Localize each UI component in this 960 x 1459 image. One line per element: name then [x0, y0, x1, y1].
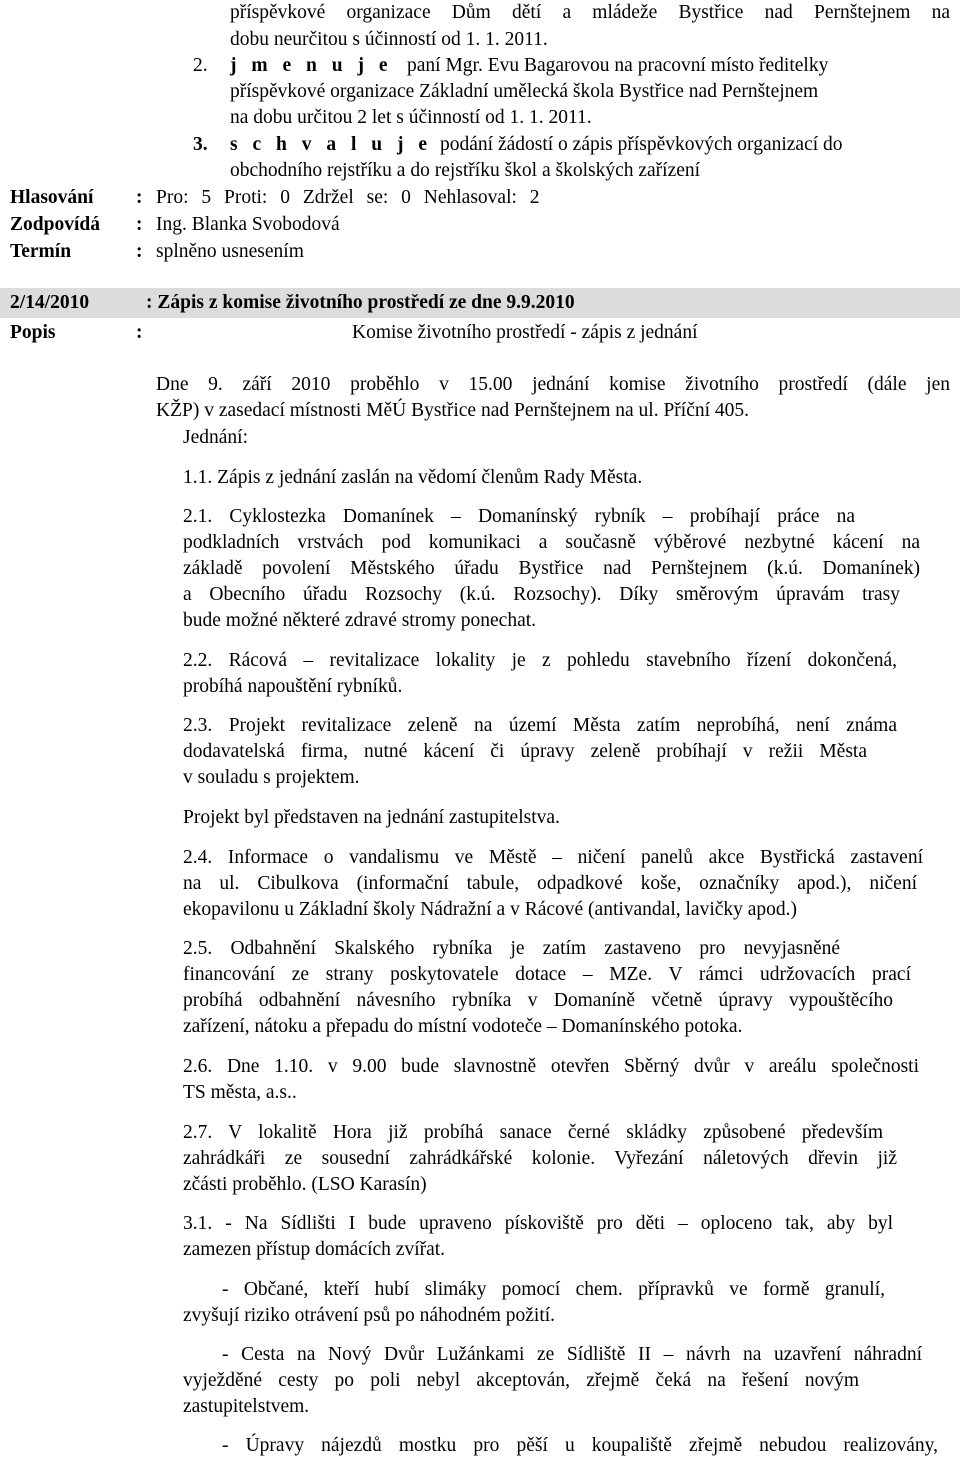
- point-3-1-b-line: - Občané, kteří hubí slimáky pomocí chem. přípravků ve formě granulí,: [222, 1279, 885, 1300]
- jednani-label: Jednání:: [183, 427, 248, 448]
- resolution-item1-line2: dobu neurčitou s účinností od 1. 1. 2011.: [230, 29, 548, 50]
- resolution-item3-line2: obchodního rejstříku a do rejstříku škol a školských zařízení: [230, 160, 701, 181]
- point-2-7-line: zahrádkáři ze sousední zahrádkářské kolonie. Vyřezání náletových dřevin již: [183, 1148, 897, 1169]
- point-3-1-b-line: zvyšují riziko otrávení psů po náhodném požití.: [183, 1305, 556, 1326]
- point-3-1-c-line: - Cesta na Nový Dvůr Lužánkami ze Sídliště II – návrh na uzavření náhradní: [222, 1344, 922, 1365]
- point-2-3-line: dodavatelská firma, nutné kácení či úpravy zeleně probíhají v režii Města: [183, 741, 867, 762]
- intro-line2: KŽP) v zasedací místnosti MěÚ Bystřice nad Pernštejnem na ul. Příční 405.: [156, 400, 750, 421]
- point-2-5-line: zařízení, nátoku a přepadu do místní vodoteče – Domanínského potoka.: [183, 1016, 743, 1037]
- agenda-item-header: [0, 288, 960, 318]
- resolution-item3-line1: podání žádostí o zápis příspěvkových organizací do: [440, 134, 843, 155]
- point-2-2-line: 2.2. Rácová – revitalizace lokality je z pohledu stavebního řízení dokončená,: [183, 650, 897, 671]
- intro-line1: Dne 9. září 2010 proběhlo v 15.00 jednání komise životního prostředí (dále jen: [156, 374, 950, 395]
- point-2-1-line: 2.1. Cyklostezka Domanínek – Domanínský rybník – probíhají práce na: [183, 506, 855, 527]
- point-3-1-d: - Úpravy nájezdů mostku pro pěší u koupaliště zřejmě nebudou realizovány,: [222, 1435, 938, 1456]
- point-2-4-line: ekopavilonu u Základní školy Nádražní a v Rácové (antivandal, lavičky apod.): [183, 899, 798, 920]
- point-2-5-line: financování ze strany poskytovatele dotace – MZe. V rámci udržovacích prací: [183, 964, 911, 985]
- responsible-value: Ing. Blanka Svobodová: [156, 214, 340, 235]
- point-2-7-line: 2.7. V lokalitě Hora již probíhá sanace černé skládky způsobené především: [183, 1122, 883, 1143]
- point-2-7-line: zčásti proběhlo. (LSO Karasín): [183, 1174, 427, 1195]
- deadline-label: Termín: [10, 241, 72, 262]
- point-2-5-line: 2.5. Odbahnění Skalského rybníka je zatím zastaveno pro nevyjasněné: [183, 938, 840, 959]
- point-3-1-c-line: zastupitelstvem.: [183, 1396, 310, 1417]
- resolution-item2-line1: paní Mgr. Evu Bagarovou na pracovní místo ředitelky: [407, 55, 829, 76]
- point-1-1: 1.1. Zápis z jednání zaslán na vědomí členům Rady Města.: [183, 467, 643, 488]
- agenda-title: : Zápis z komise životního prostředí ze dne 9.9.2010: [146, 292, 575, 313]
- point-3-1-line: zamezen přístup domácích zvířat.: [183, 1239, 446, 1260]
- resolution-item2-verb: j m e n u j e: [230, 55, 393, 76]
- resolution-item1-line1: příspěvkové organizace Dům dětí a mládeže Bystřice nad Pernštejnem na: [230, 2, 950, 23]
- resolution-item3-verb: s c h v a l u j e: [230, 134, 432, 155]
- responsible-colon: :: [136, 214, 143, 235]
- popis-value: Komise životního prostředí - zápis z jednání: [352, 322, 698, 343]
- vote-colon: :: [136, 187, 143, 208]
- vote-label: Hlasování: [10, 187, 94, 208]
- point-2-1-line: podkladních vrstvách pod komunikaci a současně výběrové nezbytné kácení na: [183, 532, 920, 553]
- point-2-6-line: 2.6. Dne 1.10. v 9.00 bude slavnostně otevřen Sběrný dvůr v areálu společnosti: [183, 1056, 919, 1077]
- popis-colon: :: [136, 322, 143, 343]
- point-2-2-line: probíhá napouštění rybníků.: [183, 676, 403, 697]
- responsible-label: Zodpovídá: [10, 214, 100, 235]
- point-2-3-note: Projekt byl představen na jednání zastupitelstva.: [183, 807, 560, 828]
- point-3-1-c-line: vyježděné cesty po poli nebyl akceptován, zřejmě čeká na řešení novým: [183, 1370, 859, 1391]
- resolution-item2-number: 2.: [193, 55, 208, 76]
- agenda-number: 2/14/2010: [10, 292, 90, 313]
- point-2-5-line: probíhá odbahnění návesního rybníka v Domaníně včetně úpravy vypouštěcího: [183, 990, 893, 1011]
- point-2-1-line: bude možné některé zdravé stromy ponechat.: [183, 610, 537, 631]
- point-2-4-line: 2.4. Informace o vandalismu ve Městě – ničení panelů akce Bystřická zastavení: [183, 847, 923, 868]
- deadline-colon: :: [136, 241, 143, 262]
- vote-value: Pro: 5 Proti: 0 Zdržel se: 0 Nehlasoval: 2: [156, 187, 540, 208]
- point-2-6-line: TS města, a.s..: [183, 1082, 297, 1103]
- point-2-1-line: základě povolení Městského úřadu Bystřice nad Pernštejnem (k.ú. Domanínek): [183, 558, 920, 579]
- point-2-4-line: na ul. Cibulkova (informační tabule, odpadkové koše, označníky apod.), ničení: [183, 873, 917, 894]
- resolution-item2-line3: na dobu určitou 2 let s účinností od 1. 1. 2011.: [230, 107, 592, 128]
- point-2-3-line: 2.3. Projekt revitalizace zeleně na území Města zatím neprobíhá, není známa: [183, 715, 897, 736]
- resolution-item2-line2: příspěvkové organizace Základní umělecká škola Bystřice nad Pernštejnem: [230, 81, 819, 102]
- resolution-item3-number: 3.: [193, 134, 208, 155]
- point-3-1-line: 3.1. - Na Sídlišti I bude upraveno pískoviště pro děti – oploceno tak, aby byl: [183, 1213, 893, 1234]
- point-2-3-line: v souladu s projektem.: [183, 767, 360, 788]
- popis-label: Popis: [10, 322, 56, 343]
- point-2-1-line: a Obecního úřadu Rozsochy (k.ú. Rozsochy). Díky směrovým úpravám trasy: [183, 584, 900, 605]
- deadline-value: splněno usnesením: [156, 241, 304, 262]
